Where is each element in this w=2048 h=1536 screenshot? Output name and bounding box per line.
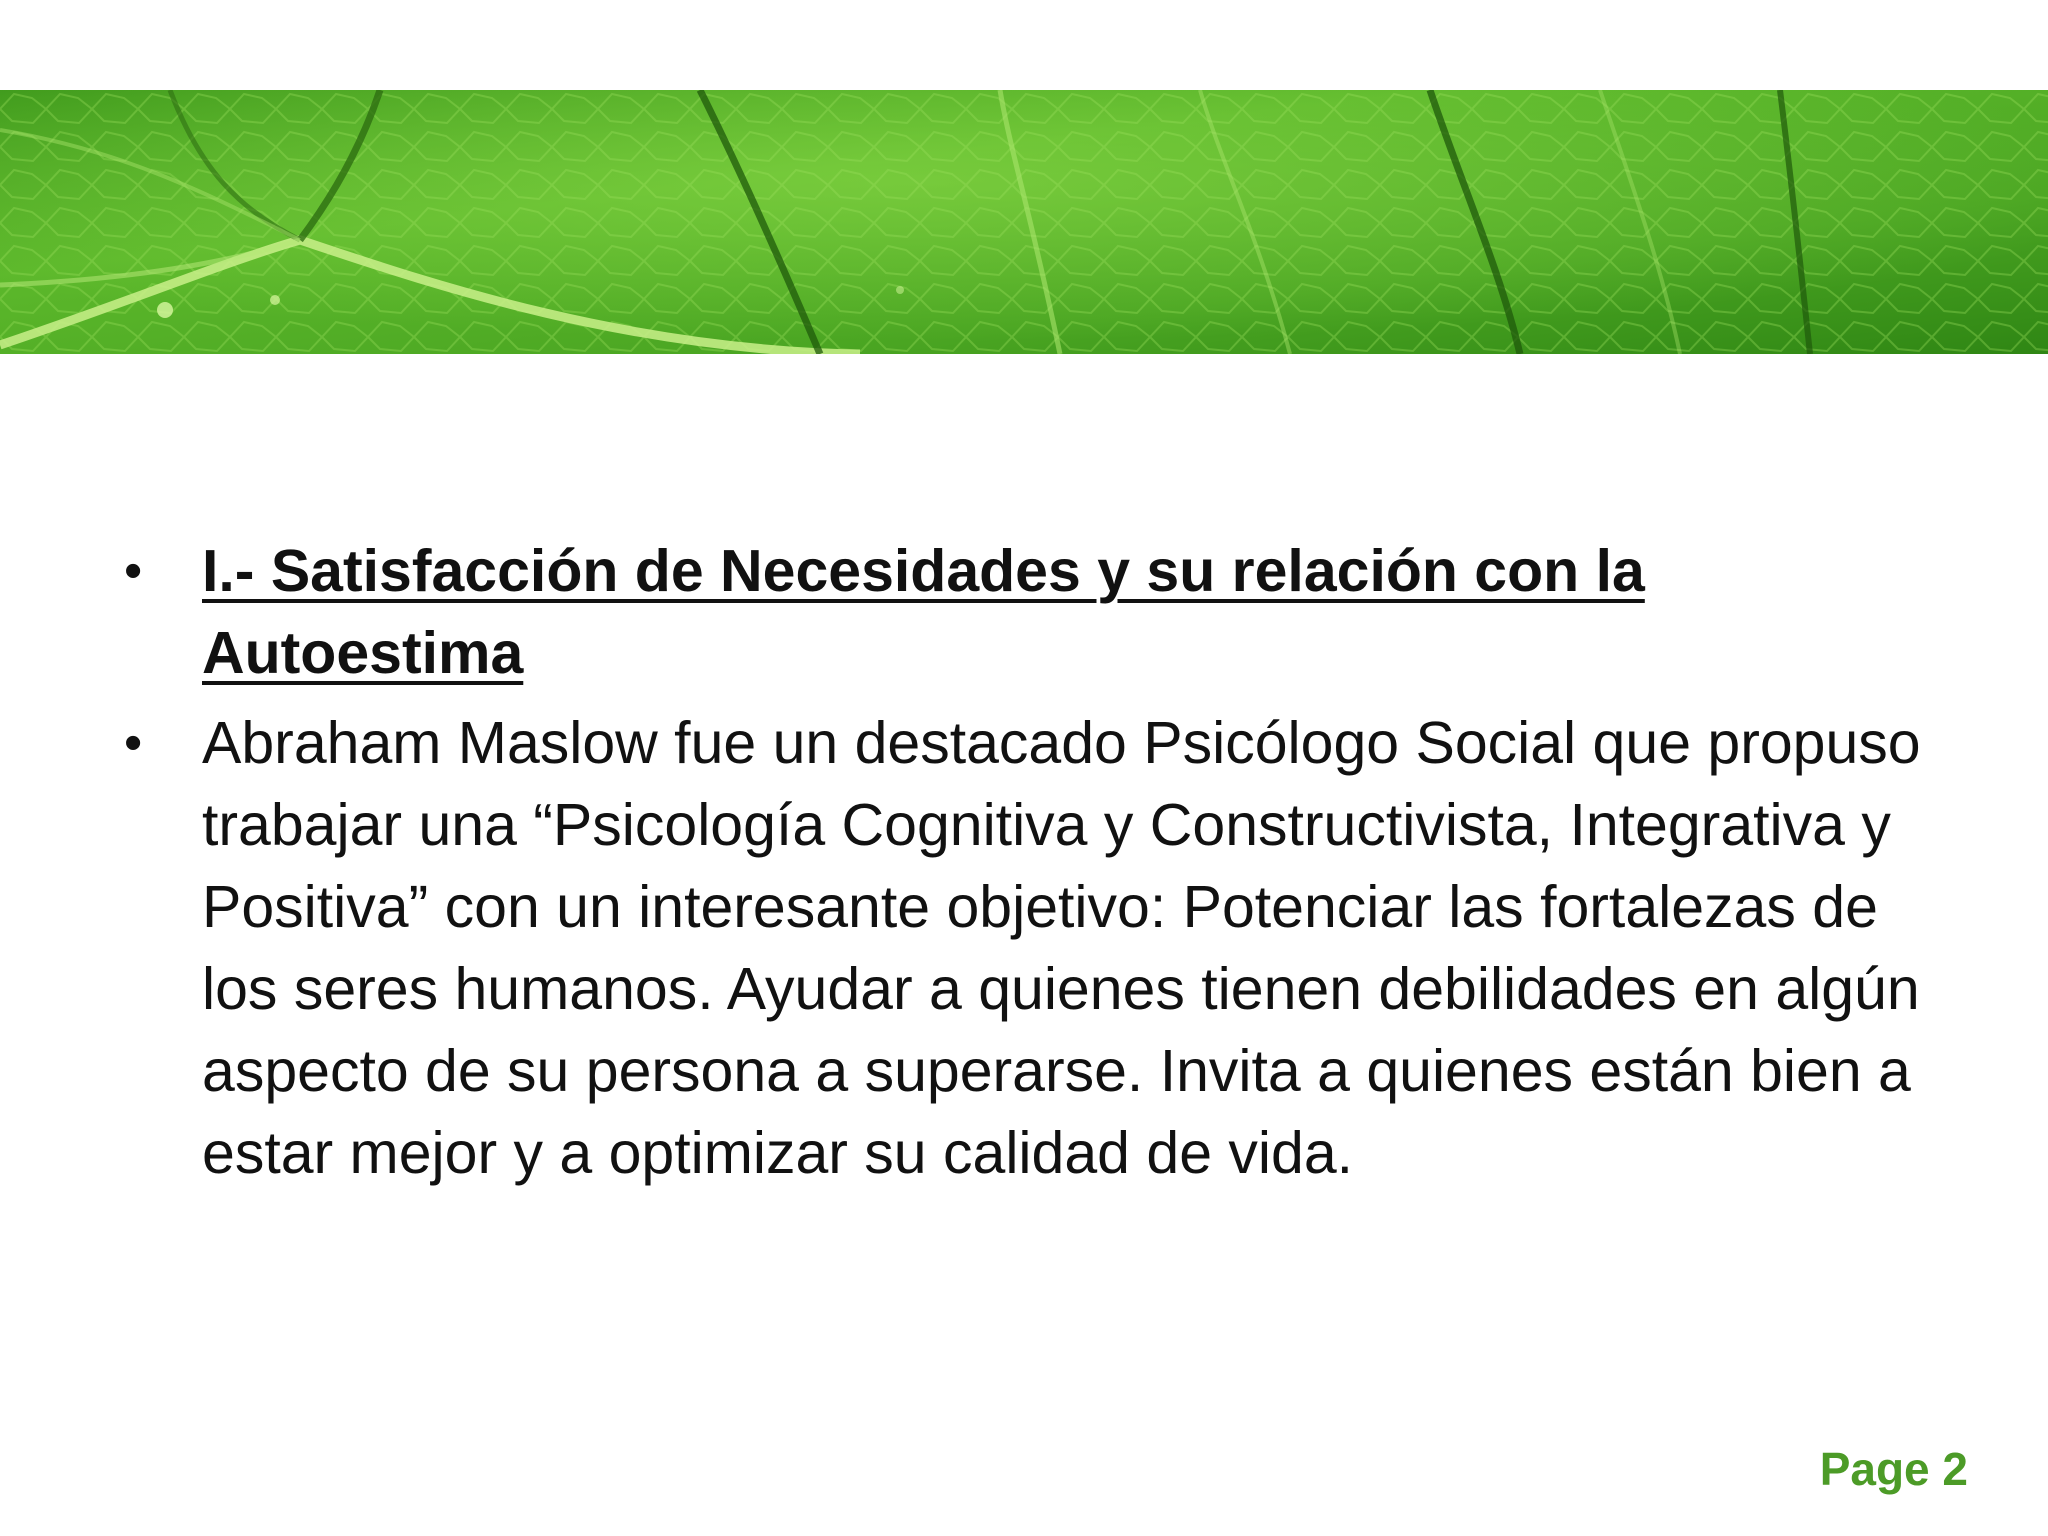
bullet-icon: • (124, 542, 143, 600)
slide-content (122, 530, 1942, 1194)
bullet-icon: • (124, 714, 143, 772)
body-paragraph: Abraham Maslow fue un destacado Psicólogo Social que propuso trabajar una “Psicología Cognitiva y Constructivista, Integrativa y Positiva” con un interesante objetivo: Potenciar las fortalezas de los seres humanos. Ayudar a quienes tienen debilidades en algún aspecto de su persona a superarse. Invita a quienes están bien a estar mejor y a optimizar su calidad de vida. (202, 710, 1921, 1186)
section-heading: I.- Satisfacción de Necesidades y su relación con la Autoestima (202, 538, 1645, 686)
bullet-heading (122, 530, 1942, 694)
leaf-banner-image (0, 90, 2048, 354)
page-number: Page 2 (1819, 1443, 1968, 1495)
green-leaf-icon (0, 90, 2048, 354)
bullet-body (122, 702, 1942, 1194)
bullet-list (122, 530, 1942, 1194)
